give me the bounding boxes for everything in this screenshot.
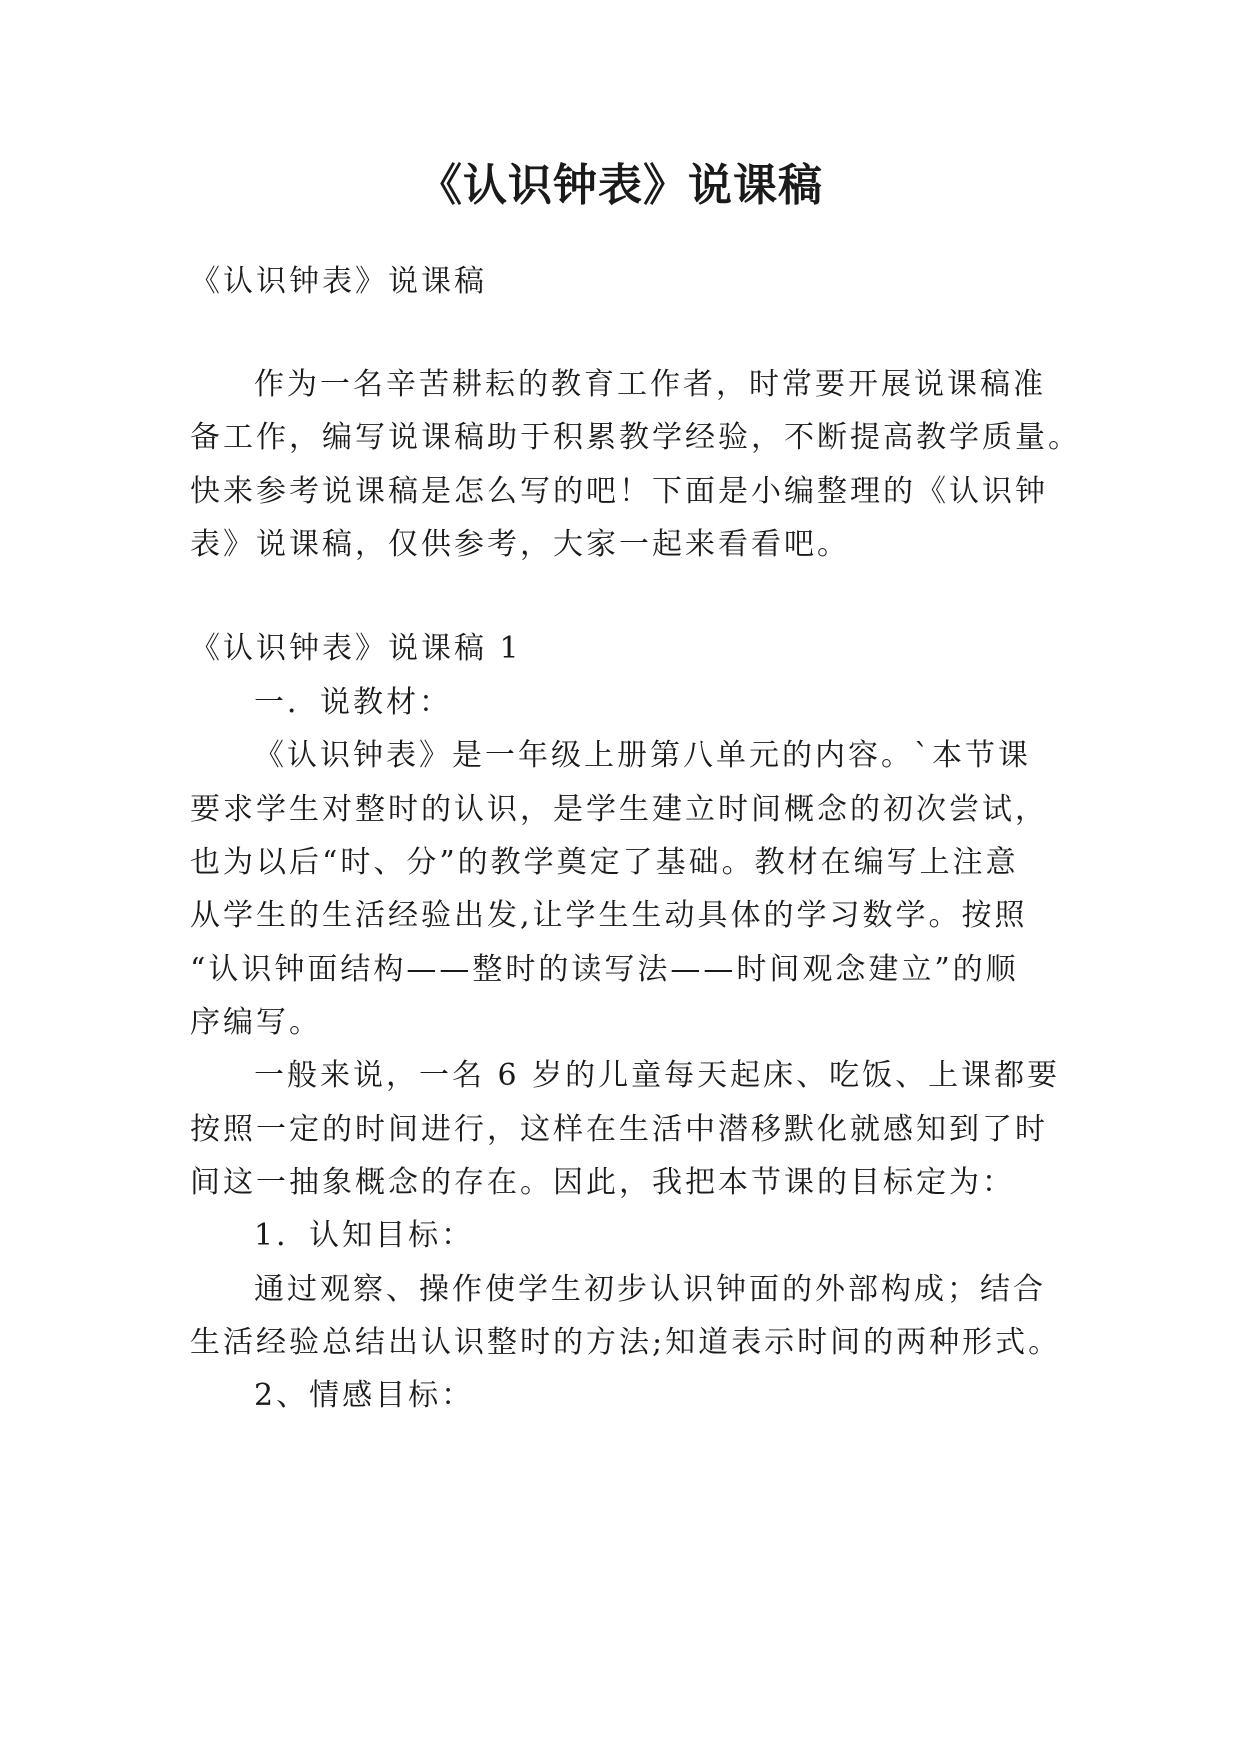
- part1-heading: 一．说教材：: [254, 685, 452, 720]
- document-title: 《认识钟表》说课稿: [418, 160, 823, 211]
- paragraph-line: 也为以后“时、分”的教学奠定了基础。教材在编写上注意: [190, 845, 1019, 880]
- paragraph-line: 间这一抽象概念的存在。因此，我把本节课的目标定为：: [190, 1165, 1015, 1200]
- goal2-heading: 2、情感目标：: [254, 1378, 475, 1413]
- paragraph-line: 按照一定的时间进行，这样在生活中潜移默化就感知到了时: [190, 1112, 1048, 1147]
- paragraph-line: 《认识钟表》是一年级上册第八单元的内容。`本节课: [254, 738, 1031, 773]
- paragraph-line: 一般来说，一名 6 岁的儿童每天起床、吃饭、上课都要: [254, 1058, 1061, 1093]
- goal1-heading: 1．认知目标：: [254, 1218, 475, 1253]
- intro-line: 备工作，编写说课稿助于积累教学经验，不断提高教学质量。: [190, 420, 1081, 455]
- paragraph-line: 要求学生对整时的认识，是学生建立时间概念的初次尝试，: [190, 792, 1048, 827]
- paragraph-line: 从学生的生活经验出发,让学生生动具体的学习数学。按照: [190, 898, 1028, 933]
- paragraph-line: “认识钟面结构——整时的读写法——时间观念建立”的顺: [190, 952, 1019, 987]
- section-heading: 《认识钟表》说课稿 1: [190, 631, 522, 666]
- subtitle: 《认识钟表》说课稿: [190, 264, 487, 299]
- paragraph-line: 生活经验总结出认识整时的方法;知道表示时间的两种形式。: [190, 1325, 1062, 1360]
- intro-line: 表》说课稿，仅供参考，大家一起来看看吧。: [190, 527, 850, 562]
- paragraph-line: 序编写。: [190, 1005, 322, 1040]
- paragraph-line: 通过观察、操作使学生初步认识钟面的外部构成；结合: [254, 1272, 1046, 1307]
- intro-line: 快来参考说课稿是怎么写的吧！下面是小编整理的《认识钟: [190, 474, 1048, 509]
- intro-line: 作为一名辛苦耕耘的教育工作者，时常要开展说课稿准: [254, 367, 1046, 402]
